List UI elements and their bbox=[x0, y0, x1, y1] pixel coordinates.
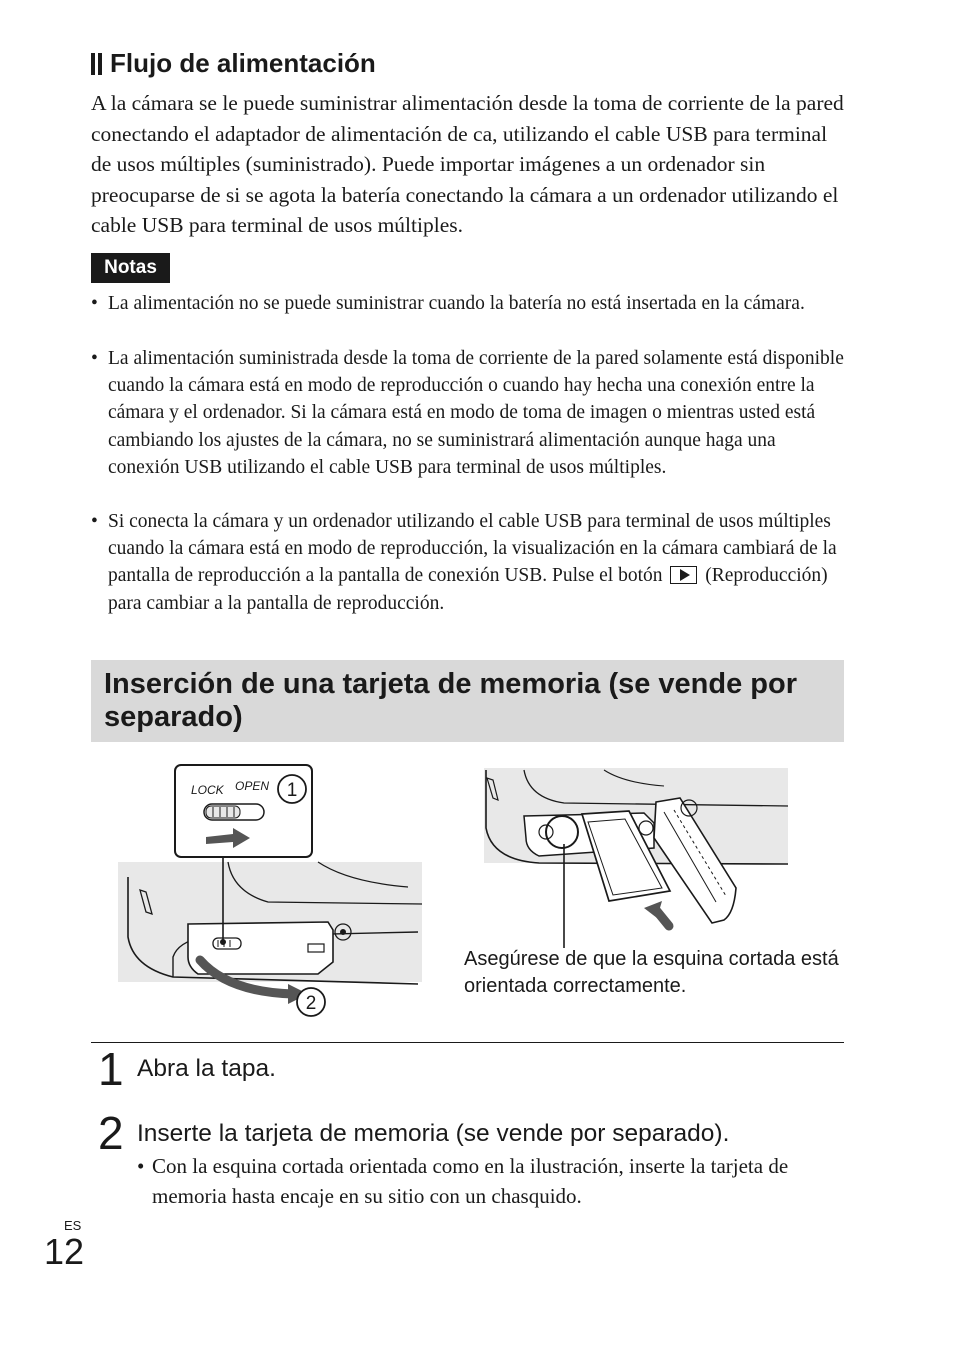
heading-marker-icon bbox=[91, 53, 102, 75]
callout-number: 2 bbox=[305, 993, 317, 1014]
note-item bbox=[91, 290, 851, 317]
step-note bbox=[137, 1151, 852, 1211]
note-text: La alimentación suministrada desde la toma de corriente de la pared solamente está disponible cuando la cámara está en modo de reproducción o cuando hay hecha una conexión entre la cámara y el ordenador. Si la cámara está en modo de toma de imagen o mientras usted está cambiando los ajustes de la cámara, no se suministrará alimentación aunque haga una conexión USB utilizando el cable USB para terminal de usos múltiples. bbox=[108, 348, 844, 478]
note-item bbox=[91, 345, 851, 481]
language-label: ES bbox=[64, 1218, 82, 1233]
callout-number: 1 bbox=[286, 780, 298, 801]
step-note-text: Con la esquina cortada orientada como en la ilustración, inserte la tarjeta de memoria hasta encaje en su sitio con un chasquido. bbox=[152, 1154, 789, 1208]
open-cover-illustration bbox=[118, 762, 422, 1020]
notes-badge: Notas bbox=[91, 253, 170, 283]
page-number: 12 bbox=[44, 1231, 85, 1272]
lock-label: LOCK bbox=[191, 783, 224, 797]
step-number: 2 bbox=[98, 1107, 124, 1159]
open-label: OPEN bbox=[235, 779, 270, 793]
bullet: • bbox=[91, 293, 98, 314]
step-divider bbox=[91, 1042, 844, 1043]
subsection-heading bbox=[91, 48, 376, 79]
note-item bbox=[91, 508, 851, 617]
note-text: La alimentación no se puede suministrar cuando la batería no está insertada en la cámara. bbox=[108, 293, 805, 314]
insert-card-illustration bbox=[484, 768, 788, 948]
note-text-end: (Reproducción) para cambiar a la pantalla de reproducción. bbox=[108, 565, 828, 614]
subsection-title: Flujo de alimentación bbox=[110, 48, 376, 78]
bullet: • bbox=[91, 511, 98, 532]
section-title: Inserción de una tarjeta de memoria (se vende por separado) bbox=[104, 668, 797, 733]
bullet: • bbox=[137, 1154, 145, 1178]
play-icon bbox=[670, 566, 697, 584]
power-description: A la cámara se le puede suministrar alimentación desde la toma de corriente de la pared conectando el adaptador de alimentación de ca, utilizando el cable USB para terminal de usos múltiples (suministrado). Puede importar imágenes a un ordenador sin preocuparse de si se agota la batería conectando la cámara a un ordenador utilizando el cable USB para terminal de usos múltiples. bbox=[91, 91, 844, 237]
step-text: Abra la tapa. bbox=[137, 1055, 276, 1082]
figure-caption: Asegúrese de que la esquina cortada está orientada correctamente. bbox=[464, 948, 839, 997]
step-text: Inserte la tarjeta de memoria (se vende por separado). bbox=[137, 1120, 730, 1147]
note-text-start: Si conecta la cámara y un ordenador utilizando el cable USB para terminal de usos múltiples cuando la cámara está en modo de reproducción, la visualización en la cámara cambiará de la pantalla de reproducción a la pantalla de conexión USB. Pulse el botón bbox=[108, 511, 837, 587]
step-number: 1 bbox=[98, 1043, 124, 1095]
bullet: • bbox=[91, 348, 98, 369]
